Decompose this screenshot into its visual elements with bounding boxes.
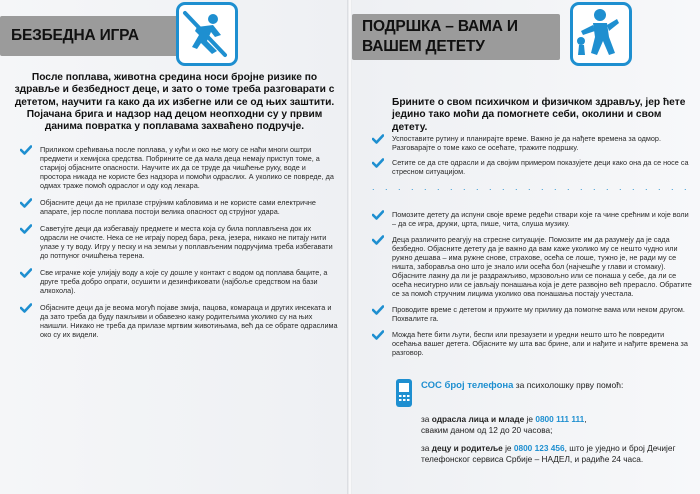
intro-paragraph: После поплава, животна средина носи бројне ризике по здравље и безбедност деце, и зато о томе треба разговарати с дететом, научити га како да их избегне или се од њих заштити. Појачана брига и надзор над децом неопходни су у првим данима повратка у поплавама захваћено подручје. [14,72,335,133]
list-item [372,210,692,228]
list-item [372,134,692,152]
list-item-text: Објасните деци да је веома могућ појаве змија, пацова, комараца и других инсеката и да зато треба да буду пажљиви и обавезно кажу родитељима уколико су на њих наишли. Никако не треба да прилазе мртвим животињама, већ да се обрате одраслима око су их видели. [40,303,338,339]
sos-text: за [421,443,432,453]
dotted-separator: . . . . . . . . . . . . . . . . . . . . . . . . . [372,182,691,192]
intro-paragraph: Брините о свом психичком и физичком здрављу, јер ћете једино тако моћи да помогнете себи, околини и свом детету. [392,97,686,133]
list-item [20,198,338,216]
list-item [372,235,692,298]
list-item [20,268,338,295]
sos-text: , [584,414,587,424]
mobile-phone-icon [394,378,414,408]
self-care-list [372,134,692,182]
section-title: ПОДРШКА – ВАМА И ВАШЕМ ДЕТЕТУ [362,18,518,55]
list-item [20,303,338,339]
list-item-text: Објасните деци да не прилазе струјним кабловима и не користе сами електричне апарате, јер после поплава постоји велика опасност од струјног удара. [40,198,316,216]
list-item-text: Саветујте деци да избегавају предмете и места која су била поплављена док их одрасли не очисте. Нека се не играју поред бара, река, језера, никако не питају нити улазе у ту воду. Игру у песку и на земљи у поплављеним подручјима треба избегавати до потпуног очишћења терена. [40,224,333,260]
list-item-text: Деца различито реагују на стресне ситуације. Помозите им да разумеју да је сада безбедно. Објасните детету да је важно да вам каже уколико му се нешто чудно или ружно дешава – има ружне снове, страхове, осећа се лоше, тужно је, не ради му се ништа, заборавља оно што је знало или осећа бол (најчешће у глави и стомаку). Објасните лажну да ли је раздражљиво, мрзовољно или се понаша у себе, да ли се осећа несигурно или се јављају понашања која је дете развојно већ прерасло. Обратите се за помоћ стручним лицима уколико ова понашања постају учестала. [392,235,692,298]
left-page [0,0,348,494]
sos-hours: сваким даном од 12 до 20 часова; [421,425,553,435]
list-item-text: Приликом срећивања после поплава, у кући и око ње могу се наћи многи оштри предмети и хемијска средства. Побрините се да мала деца немају приступ томе, а старијој објасните опасности. Научите их да се труде да чишћење руку, воде и простора никада не користе без надзора и помоћи одраслих. А уколико се повреде, да одмах траже помоћ одраслог и оду код лекара. [40,145,334,190]
list-item [372,330,692,357]
sos-text: , што је уједно и број Дечијег телефонског сервиса Србије – НАДЕЛ, и радиће 24 часа. [421,443,676,464]
list-item-text: Проводите време с дететом и пружите му прилику да помогне вама или неком другом. Похвалите га. [392,305,685,323]
list-item [20,224,338,260]
sos-heading-bold: СОС број телефона [421,380,514,391]
sos-text: за [421,414,432,424]
safety-tips-list [20,145,338,347]
kids-at-play-icon [176,2,238,66]
parent-child-support-icon [570,2,632,66]
sos-heading-rest: за психолошку прву помоћ: [513,380,624,390]
sos-heading [421,380,623,391]
sos-phone-number[interactable]: 0800 123 456 [513,443,565,453]
list-item-text: Сетите се да сте одрасли и да својим примером показујете деци како она да се носе са стресном ситуацијом. [392,158,689,176]
sos-audience: децу и родитеље [431,443,503,453]
list-item [372,158,692,176]
list-item [20,145,338,190]
sos-audience: одрасла лица и младе [431,414,525,424]
list-item-text: Успоставите рутину и планирајте време. Важно је да нађете времена за одмор. Разговарајте о томе како се осећате, тражите подршку. [392,134,661,152]
sos-adults-line [421,414,691,436]
sos-children-line [421,443,691,465]
list-item-text: Можда ћете бити љути, беспи или презаузети и уредни нешто што ће повредити осећања вашег детета. Објасните му шта вас брине, али и нађите и нађите времена за разговор. [392,330,688,357]
list-item-text: Све играчке које улијају воду а које су дошле у контакт с водом од поплава баците, а друге треба добро опрати, осушити и дезинфиковати (најбоље средством на бази алкохола). [40,268,328,295]
sos-phone-number[interactable]: 0800 111 111 [535,414,585,424]
sos-text: је [524,414,536,424]
section-title: БЕЗБЕДНА ИГРА [11,27,139,44]
child-support-list [372,210,692,364]
sos-text: је [502,443,514,453]
list-item-text: Помозите детету да испуни своје време редећи ствари које га чине срећним и које воли – да се игра, дружи, црта, пише, чита, слуша музику. [392,210,689,228]
list-item [372,305,692,323]
